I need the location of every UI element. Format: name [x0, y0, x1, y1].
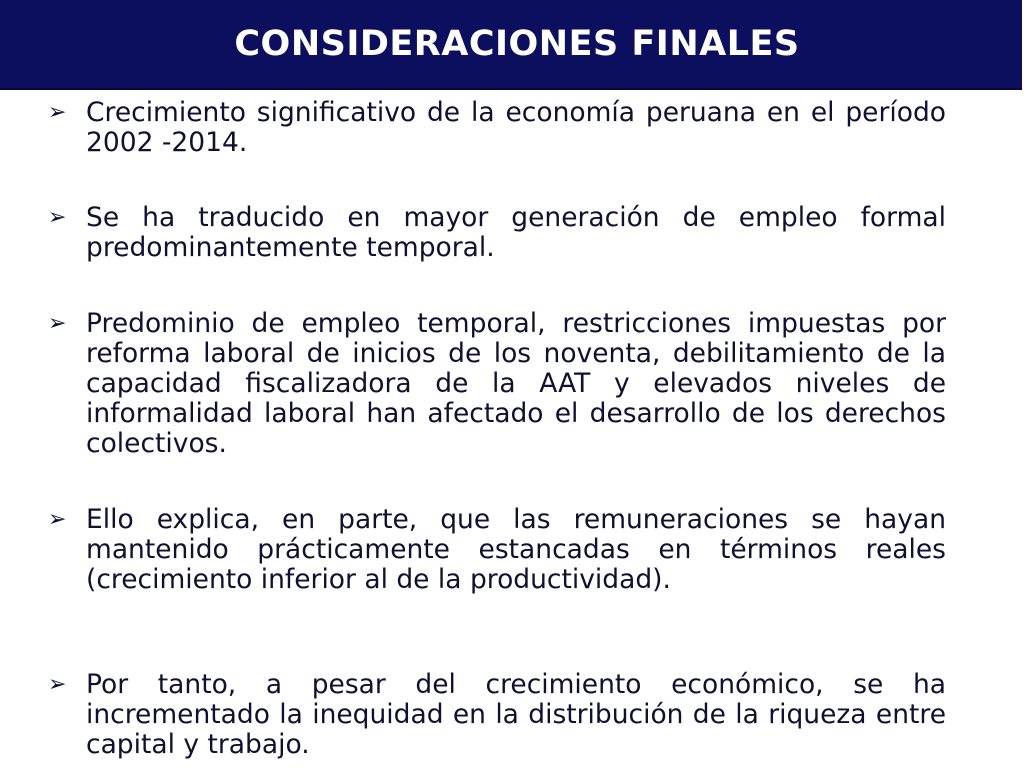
- bullet-item: [48, 203, 946, 263]
- bullet-text: Se ha traducido en mayor generación de empleo formal predominantemente temporal.: [86, 202, 946, 263]
- slide-title: CONSIDERACIONES FINALES: [234, 24, 800, 64]
- arrowhead-bullet-icon: ➢: [48, 507, 67, 532]
- bullet-text: Por tanto, a pesar del crecimiento económico, se ha incrementado la inequidad en la distribución de la riqueza entre capital y trabajo.: [86, 669, 946, 760]
- bullet-item: [48, 505, 946, 595]
- bullet-item: [48, 98, 946, 158]
- bullet-text: Ello explica, en parte, que las remuneraciones se hayan mantenido prácticamente estancadas en términos reales (crecimiento inferior al de la productividad).: [86, 504, 946, 595]
- bullet-item: [48, 670, 946, 760]
- arrowhead-bullet-icon: ➢: [48, 311, 67, 336]
- arrowhead-bullet-icon: ➢: [48, 100, 67, 125]
- bullet-text: Predominio de empleo temporal, restricciones impuestas por reforma laboral de inicios de los noventa, debilitamiento de la capacidad fiscalizadora de la AAT y elevados niveles de informalidad laboral han afectado el desarrollo de los derechos colectivos.: [86, 308, 946, 459]
- arrowhead-bullet-icon: ➢: [48, 205, 67, 230]
- arrowhead-bullet-icon: ➢: [48, 672, 67, 697]
- bullet-item: [48, 309, 946, 459]
- bullet-text: Crecimiento significativo de la economía peruana en el período 2002 -2014.: [86, 97, 946, 158]
